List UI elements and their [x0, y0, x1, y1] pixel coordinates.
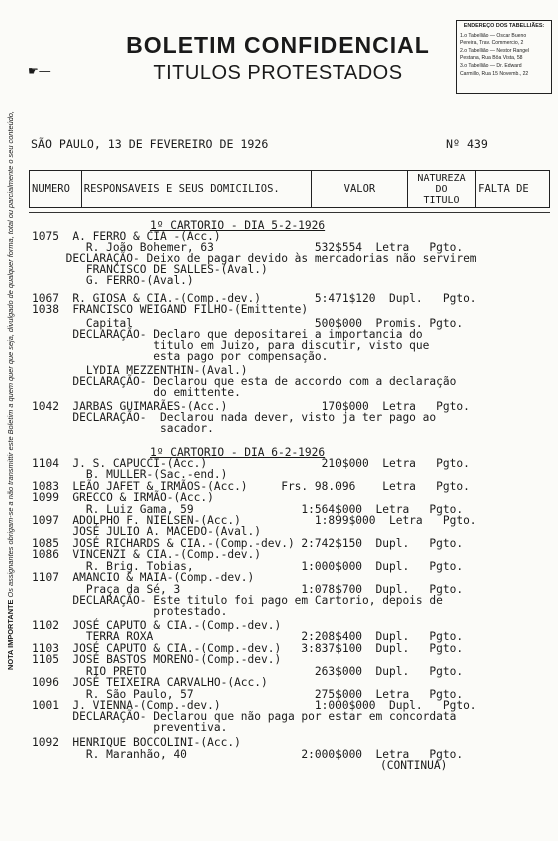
entry-line: DECLARAÇÃO- Declarou que não paga por estar em concordata — [32, 710, 457, 723]
header-rule — [29, 212, 550, 213]
entry-line: do emittente. — [32, 386, 241, 399]
cartorio-heading: 1º CARTORIO - DIA 5-2-1926 — [150, 219, 326, 232]
entry-line: DECLARAÇÃO- Declarou que esta de accordo com a declaração — [32, 375, 457, 388]
tabelliaes-address-box — [456, 20, 552, 94]
entry-line: 1096 JOSÉ TEIXEIRA CARVALHO-(Acc.) — [32, 676, 268, 689]
entry-line: 1086 VINCENZI & CIA.-(Comp.-dev.) — [32, 548, 262, 561]
entry-line: 1097 ADOLPHO F. NIELSEN-(Acc.) 1:899$000 Letra Pgto. — [32, 514, 477, 527]
side-notice-text: Os assignantes obrigam-se a não transmittir este Boletim a quem quer que seja, divulgado de qualquer forma, total ou parcialmente o seu conteúdo, — [6, 111, 15, 598]
col-valor: VALOR — [312, 171, 408, 208]
address-line: Pestana, Rua Bôa Vista, 58 — [460, 55, 523, 62]
bulletin-number: Nº 439 — [446, 137, 488, 151]
entry-line: titulo em Juizo, para discutir, visto que — [32, 339, 430, 352]
address-line: Carmillo, Rua 15 Novemb., 22 — [460, 70, 529, 77]
entry-line: 1102 JOSÉ CAPUTO & CIA.-(Comp.-dev.) — [32, 619, 282, 632]
bulletin-subtitle: TITULOS PROTESTADOS — [153, 62, 403, 84]
entry-line: 1085 JOSÉ RICHARDS & CIA.-(Comp.-dev.) 2:742$150 Dupl. Pgto. — [32, 537, 464, 550]
col-responsaveis: RESPONSAVEIS E SEUS DOMICILIOS. — [81, 171, 311, 208]
entry-line: G. FERRO-(Aval.) — [32, 274, 194, 287]
entry-line: 1083 LEÃO JAFET & IRMÃOS-(Acc.) Frs. 98.096 Letra Pgto. — [32, 480, 470, 493]
cartorio-heading: 1º CARTORIO - DIA 6-2-1926 — [150, 446, 326, 459]
address-line: 3.o Tabellião — Dr. Edward — [460, 62, 522, 69]
entry-line: Praça da Sé, 3 1:078$700 Dupl. Pgto. — [32, 583, 464, 596]
entry-line: DECLARAÇÃO- Deixo de pagar devido às mercadorias não servirem — [32, 252, 477, 265]
column-header-table — [29, 170, 550, 208]
entry-line: 1042 JARBAS GUIMARÃES-(Acc.) 170$000 Letra Pgto. — [32, 400, 470, 413]
entry-line: 1075 A. FERRO & CIA -(Acc.) — [32, 230, 221, 243]
entry-line: R. Luiz Gama, 59 1:564$000 Letra Pgto. — [32, 503, 464, 516]
col-natureza-line: TITULO — [423, 194, 460, 206]
entry-line: LYDIA MEZZENTHIN-(Aval.) — [32, 364, 248, 377]
entry-line: B. MULLER-(Sac.-end.) — [32, 468, 228, 481]
entry-line: JOSÉ JULIO A. MACEDO-(Aval.) — [32, 525, 262, 538]
entry-line: DECLARAÇÃO- Declarou nada dever, visto ja ter pago ao — [32, 411, 437, 424]
entry-line: R. São Paulo, 57 275$000 Letra Pgto. — [32, 688, 464, 701]
col-natureza — [407, 171, 475, 208]
bulletin-title: BOLETIM CONFIDENCIAL — [126, 32, 430, 58]
side-notice — [6, 111, 20, 670]
col-numero: NUMERO — [30, 171, 82, 208]
date-line: SÃO PAULO, 13 DE FEVEREIRO DE 1926 — [31, 137, 269, 151]
entry-line: 1104 J. S. CAPUCCI-(Acc.) 210$000 Letra Pgto. — [32, 457, 470, 470]
address-line: 2.o Tabellião — Nestor Rangel — [460, 47, 529, 54]
entry-line: DECLARAÇÃO- Declaro que depositarei a importancia do — [32, 328, 423, 341]
entry-line: 1103 JOSÉ CAPUTO & CIA.-(Comp.-dev.) 3:837$100 Dupl. Pgto. — [32, 642, 464, 655]
col-natureza-line: NATUREZA — [417, 172, 466, 184]
entry-line: protestado. — [32, 605, 228, 618]
entry-line: R. Maranhão, 40 2:000$000 Letra Pgto. — [32, 748, 464, 761]
entry-line: sacador. — [32, 422, 214, 435]
entry-line: Capital 500$000 Promis. Pgto. — [32, 317, 464, 330]
entry-line: 1001 J. VIENNA-(Comp.-dev.) 1:000$000 Dupl. Pgto. — [32, 699, 477, 712]
col-natureza-line: DO — [435, 183, 448, 195]
entry-line: R. Brig. Tobias, 1:000$000 Dupl. Pgto. — [32, 560, 464, 573]
entry-line: (CONTINUA) — [380, 759, 448, 772]
side-notice-label: NOTA IMPORTANTE — [6, 599, 15, 670]
address-line: Pereira, Trav. Commercio, 2 — [460, 40, 524, 47]
pointing-hand-icon: ☛— — [28, 64, 51, 78]
entry-line: 1038 FRANCISCO WEIGAND FILHO-(Emittente) — [32, 303, 309, 316]
entry-line: 1105 JOSÉ BASTOS MORENO-(Comp.-dev.) — [32, 653, 282, 666]
entry-line: 1092 HENRIQUE BOCCOLINI-(Acc.) — [32, 736, 241, 749]
entry-line: 1099 GRECCO & IRMÃO-(Acc.) — [32, 491, 214, 504]
col-falta: FALTA DE — [476, 171, 550, 208]
entry-line: preventiva. — [32, 721, 228, 734]
entry-line: TERRA ROXA 2:208$400 Dupl. Pgto. — [32, 630, 464, 643]
entry-line: FRANCISCO DE SALLES-(Aval.) — [32, 263, 268, 276]
entry-line: R. João Bohemer, 63 532$554 Letra Pgto. — [32, 241, 464, 254]
entry-line: esta pago por compensação. — [32, 350, 329, 363]
entry-line: RIO PRETO 263$000 Dupl. Pgto. — [32, 665, 464, 678]
entry-line: 1067 R. GIOSA & CIA.-(Comp.-dev.) 5:471$120 Dupl. Pgto. — [32, 292, 477, 305]
entry-line: 1107 AMANCIO & MAIA-(Comp.-dev.) — [32, 571, 255, 584]
address-line: 1.o Tabellião — Oscar Bueno — [460, 32, 527, 39]
entry-line: DECLARAÇÃO- Este titulo foi pago em Cartorio, depois de — [32, 594, 443, 607]
address-box-heading: ENDEREÇO DOS TABELLIÃES: — [463, 23, 545, 29]
